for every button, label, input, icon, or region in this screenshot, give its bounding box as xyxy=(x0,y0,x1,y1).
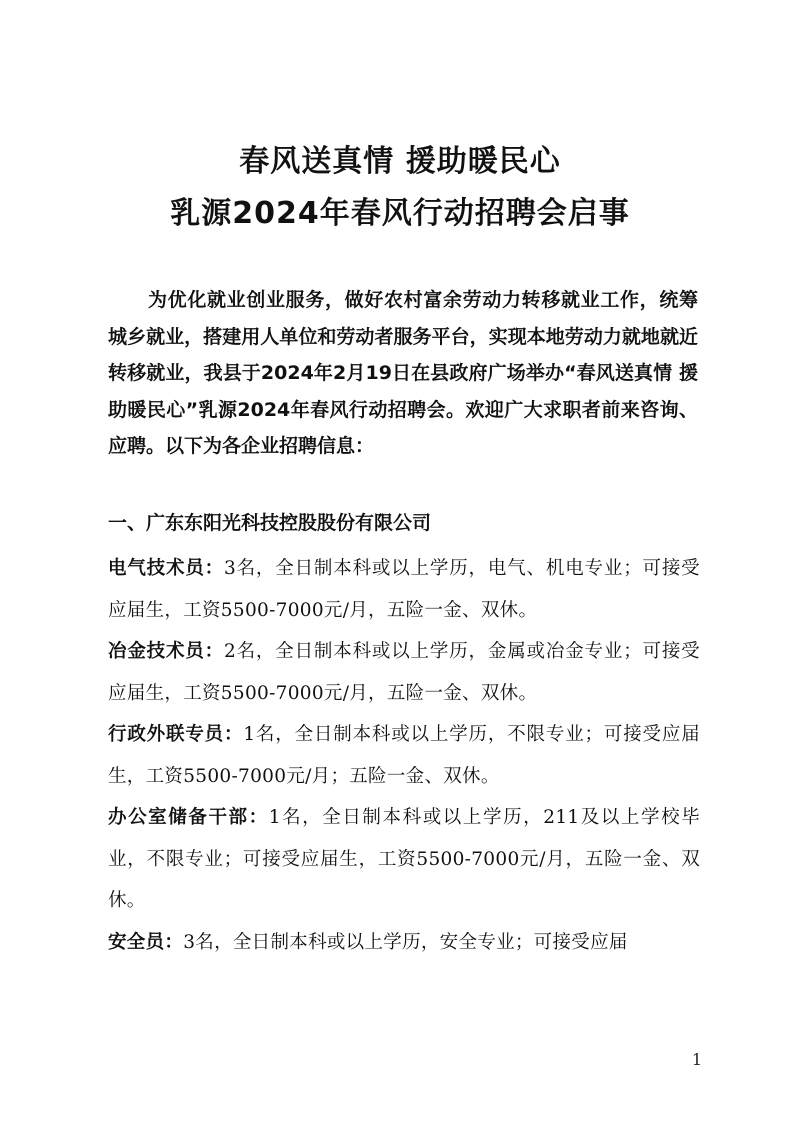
company-heading: 一、广东东阳光科技控股股份有限公司 xyxy=(108,512,432,534)
job-list xyxy=(108,548,700,963)
job-title: 行政外联专员： xyxy=(108,724,244,745)
job-description: 2名，全日制本科或以上学历，金属或冶金专业；可接受应届生，工资5500-7000元/月，五险一金、双休。 xyxy=(108,641,700,704)
job-item-admin-liaison xyxy=(108,714,700,797)
job-description: 3名，全日制本科或以上学历，电气、机电专业；可接受应届生，工资5500-7000元/月，五险一金、双休。 xyxy=(108,558,700,621)
job-item-electrical-technician xyxy=(108,548,700,631)
intro-paragraph: 为优化就业创业服务，做好农村富余劳动力转移就业工作，统筹城乡就业，搭建用人单位和劳动者服务平台，实现本地劳动力就地就近转移就业，我县于2024年2月19日在县政府广场举办“春风送真情 援助暖民心”乳源2024年春风行动招聘会。欢迎广大求职者前来咨询、应聘。以下为各企业招聘信息： xyxy=(108,289,698,457)
job-title: 安全员： xyxy=(108,931,184,953)
job-description: 3名，全日制本科或以上学历，安全专业；可接受应届 xyxy=(183,931,628,953)
job-item-safety-officer xyxy=(108,922,700,964)
page-number: 1 xyxy=(691,1050,702,1069)
title-line-2: 乳源2024年春风行动招聘会启事 xyxy=(170,196,630,231)
title-line-1: 春风送真情 援助暖民心 xyxy=(239,144,561,179)
job-description: 1名，全日制本科或以上学历，不限专业；可接受应届生，工资5500-7000元/月；五险一金、双休。 xyxy=(108,724,700,787)
job-title: 办公室储备干部： xyxy=(108,807,269,828)
job-item-office-reserve-cadre xyxy=(108,797,700,922)
job-title: 电气技术员： xyxy=(108,558,224,579)
job-description: 1名，全日制本科或以上学历，211及以上学校毕业，不限专业；可接受应届生，工资5500-7000元/月，五险一金、双休。 xyxy=(108,807,700,911)
job-title: 冶金技术员： xyxy=(108,641,224,662)
job-item-metallurgy-technician xyxy=(108,631,700,714)
